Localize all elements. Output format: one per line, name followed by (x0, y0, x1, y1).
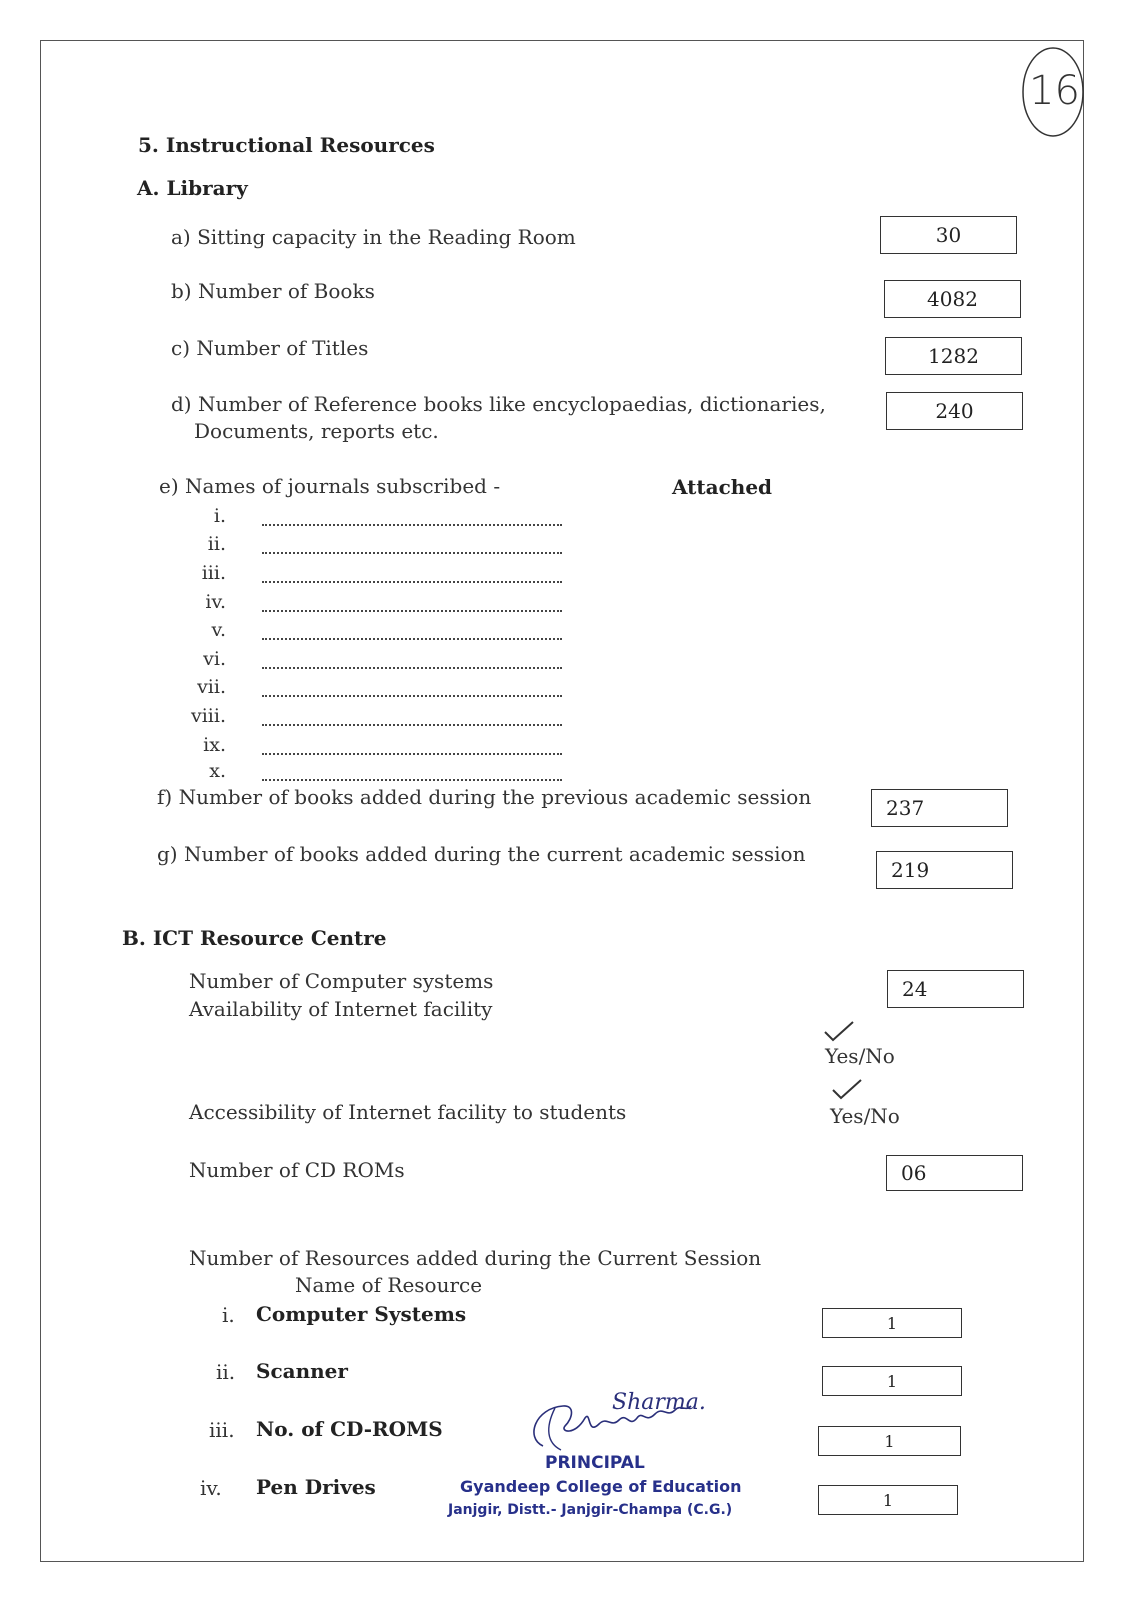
signature-text: Sharma. (612, 1390, 706, 1415)
resource-value: 1 (818, 1426, 961, 1456)
journal-item-number: vi. (203, 648, 226, 670)
resource-name: Pen Drives (256, 1475, 376, 1499)
label-resources-added: Number of Resources added during the Current Session (189, 1246, 762, 1270)
label-computer-systems: Number of Computer systems (189, 969, 494, 993)
library-title: A. Library (137, 176, 248, 200)
resource-value: 1 (822, 1308, 962, 1338)
resource-number: ii. (216, 1360, 236, 1384)
label-books-added-previous: f) Number of books added during the previous academic session (157, 785, 812, 809)
page-number: 16 (1029, 68, 1080, 114)
label-reference-books-line2: Documents, reports etc. (194, 419, 439, 443)
stamp-college-name: Gyandeep College of Education (460, 1477, 742, 1496)
checkmark-icon (823, 1020, 855, 1044)
journal-dotted-line (262, 751, 562, 755)
journal-dotted-line (262, 579, 562, 583)
value-cd-roms: 06 (886, 1155, 1023, 1191)
journal-item-number: ii. (207, 533, 226, 555)
resource-number: i. (222, 1303, 235, 1327)
label-number-of-books: b) Number of Books (171, 279, 375, 303)
label-books-added-current: g) Number of books added during the current academic session (157, 842, 806, 866)
journal-item-number: iv. (205, 591, 226, 613)
label-cd-roms: Number of CD ROMs (189, 1158, 405, 1182)
value-books-added-current: 219 (876, 851, 1013, 889)
resource-value: 1 (822, 1366, 962, 1396)
journal-dotted-line (262, 636, 562, 640)
ict-title: B. ICT Resource Centre (122, 926, 387, 950)
journal-item-number: viii. (190, 705, 226, 727)
journal-dotted-line (262, 522, 562, 526)
journal-dotted-line (262, 693, 562, 697)
journal-item-number: x. (209, 760, 226, 782)
label-internet-access-students: Accessibility of Internet facility to students (189, 1100, 627, 1124)
stamp-address: Janjgir, Distt.- Janjgir-Champa (C.G.) (448, 1502, 733, 1518)
journal-dotted-line (262, 722, 562, 726)
section-title: 5. Instructional Resources (138, 133, 435, 157)
internet-availability-choice: Yes/No (825, 1044, 895, 1068)
internet-access-choice: Yes/No (830, 1104, 900, 1128)
journal-item-number: v. (211, 619, 226, 641)
value-sitting-capacity: 30 (880, 216, 1017, 254)
journal-dotted-line (262, 608, 562, 612)
resource-number: iii. (209, 1418, 235, 1442)
label-internet-availability: Availability of Internet facility (189, 997, 493, 1021)
journal-dotted-line (262, 665, 562, 669)
journal-item-number: ix. (203, 734, 226, 756)
journal-item-number: vii. (197, 676, 226, 698)
label-journals: e) Names of journals subscribed - (159, 474, 501, 498)
label-name-of-resource: Name of Resource (295, 1273, 483, 1297)
label-reference-books-line1: d) Number of Reference books like encyclopaedias, dictionaries, (171, 392, 826, 416)
stamp-principal: PRINCIPAL (545, 1453, 645, 1473)
resource-name: No. of CD-ROMS (256, 1417, 443, 1441)
journal-dotted-line (262, 777, 562, 781)
value-reference-books: 240 (886, 392, 1023, 430)
value-computer-systems: 24 (887, 970, 1024, 1008)
checkmark-icon (831, 1078, 863, 1102)
value-books-added-previous: 237 (871, 789, 1008, 827)
resource-name: Computer Systems (256, 1302, 467, 1326)
label-number-of-titles: c) Number of Titles (171, 336, 369, 360)
resource-value: 1 (818, 1485, 958, 1515)
resource-number: iv. (200, 1476, 222, 1500)
journal-item-number: i. (213, 505, 226, 527)
value-number-of-titles: 1282 (885, 337, 1022, 375)
journal-item-number: iii. (201, 562, 226, 584)
resource-name: Scanner (256, 1359, 348, 1383)
label-sitting-capacity: a) Sitting capacity in the Reading Room (171, 225, 576, 249)
value-number-of-books: 4082 (884, 280, 1021, 318)
journal-dotted-line (262, 550, 562, 554)
journals-attached-note: Attached (672, 475, 773, 499)
